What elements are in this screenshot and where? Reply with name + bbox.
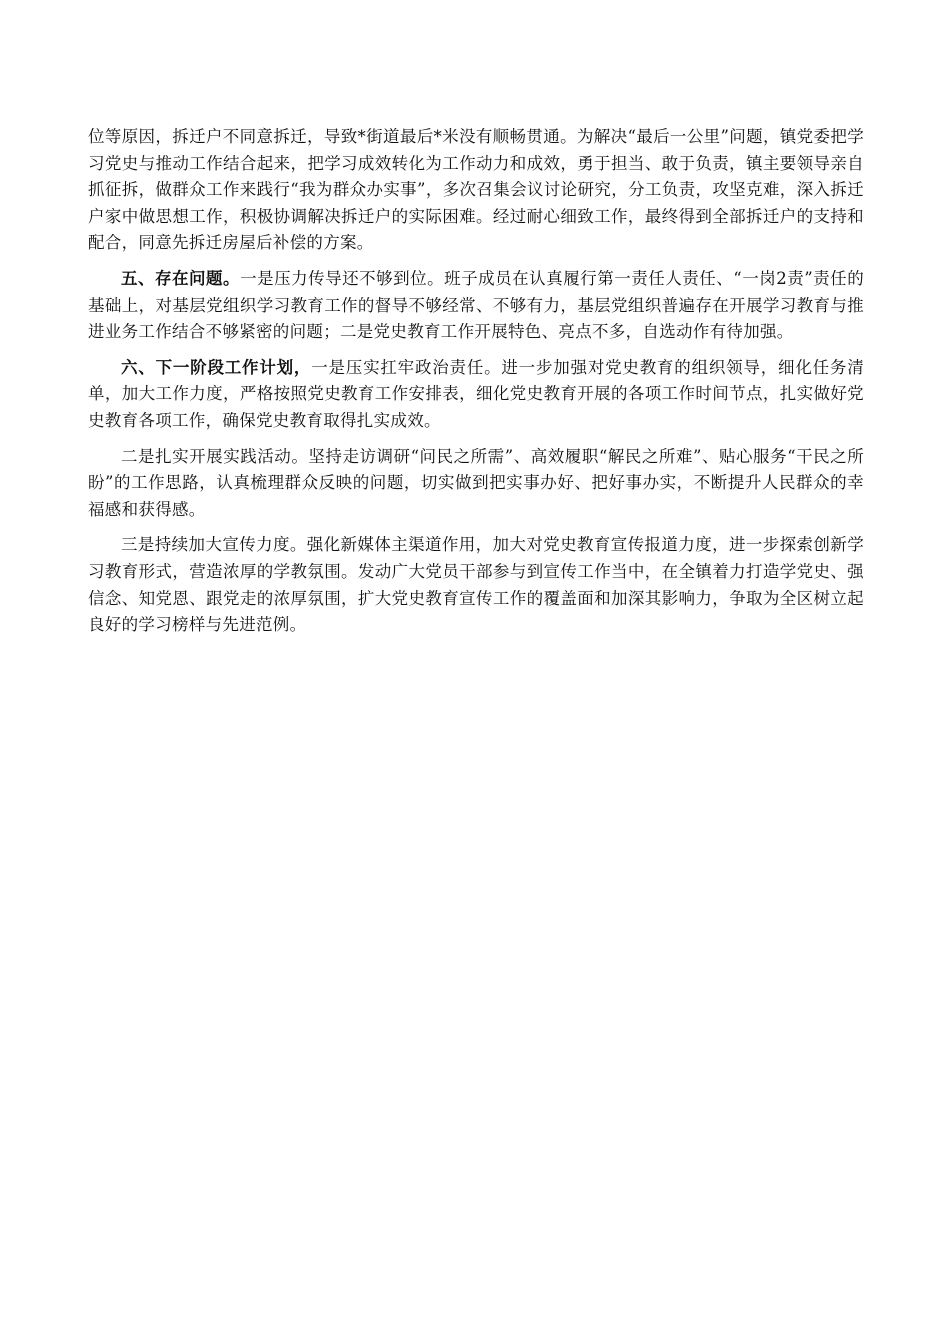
paragraph-text: 一是压实扛牢政治责任。进一步加强对党史教育的组织领导，细化任务清单，加大工作力度，严格按照党史教育工作安排表，细化党史教育开展的各项工作时间节点，扎实做好党史教育各项工作，确保党史教育取得扎实成效。 xyxy=(88,357,864,430)
paragraph-next-plan xyxy=(88,355,864,435)
section-heading: 五、存在问题。 xyxy=(121,268,241,288)
paragraph-existing-problems xyxy=(88,266,864,346)
paragraph-text: 一是压力传导还不够到位。班子成员在认真履行第一责任人责任、“一岗2责”责任的基础上，对基层党组织学习教育工作的督导不够经常、不够有力，基层党组织普遍存在开展学习教育与推进业务工作结合不够紧密的问题；二是党史教育工作开展特色、亮点不多，自选动作有待加强。 xyxy=(88,268,864,342)
paragraph-text: 三是持续加大宣传力度。强化新媒体主渠道作用，加大对党史教育宣传报道力度，进一步探索创新学习教育形式，营造浓厚的学教氛围。发动广大党员干部参与到宣传工作当中，在全镇着力打造学党史、强信念、知党恩、跟党走的浓厚氛围，扩大党史教育宣传工作的覆盖面和加深其影响力，争取为全区树立起良好的学习榜样与先进范例。 xyxy=(88,535,864,635)
paragraph-text: 二是扎实开展实践活动。坚持走访调研“问民之所需”、高效履职“解民之所难”、贴心服务“干民之所盼”的工作思路，认真梳理群众反映的问题，切实做到把实事办好、把好事办实，不断提升人民群众的幸福感和获得感。 xyxy=(88,446,864,519)
section-heading: 六、下一阶段工作计划， xyxy=(121,357,312,377)
paragraph-continuation xyxy=(88,124,864,257)
paragraph-text: 位等原因，拆迁户不同意拆迁，导致*街道最后*米没有顺畅贯通。为解决“最后一公里”问题，镇党委把学习党史与推动工作结合起来，把学习成效转化为工作动力和成效，勇于担当、敢于负责，镇主要领导亲自抓征拆，做群众工作来践行“我为群众办实事”，多次召集会议讨论研究，分工负责，攻坚克难，深入拆迁户家中做思想工作，积极协调解决拆迁户的实际困难。经过耐心细致工作，最终得到全部拆迁户的支持和配合，同意先拆迁房屋后补偿的方案。 xyxy=(88,127,864,253)
paragraph-publicity xyxy=(88,532,864,638)
paragraph-practice-activities xyxy=(88,444,864,524)
document-page xyxy=(88,124,864,648)
